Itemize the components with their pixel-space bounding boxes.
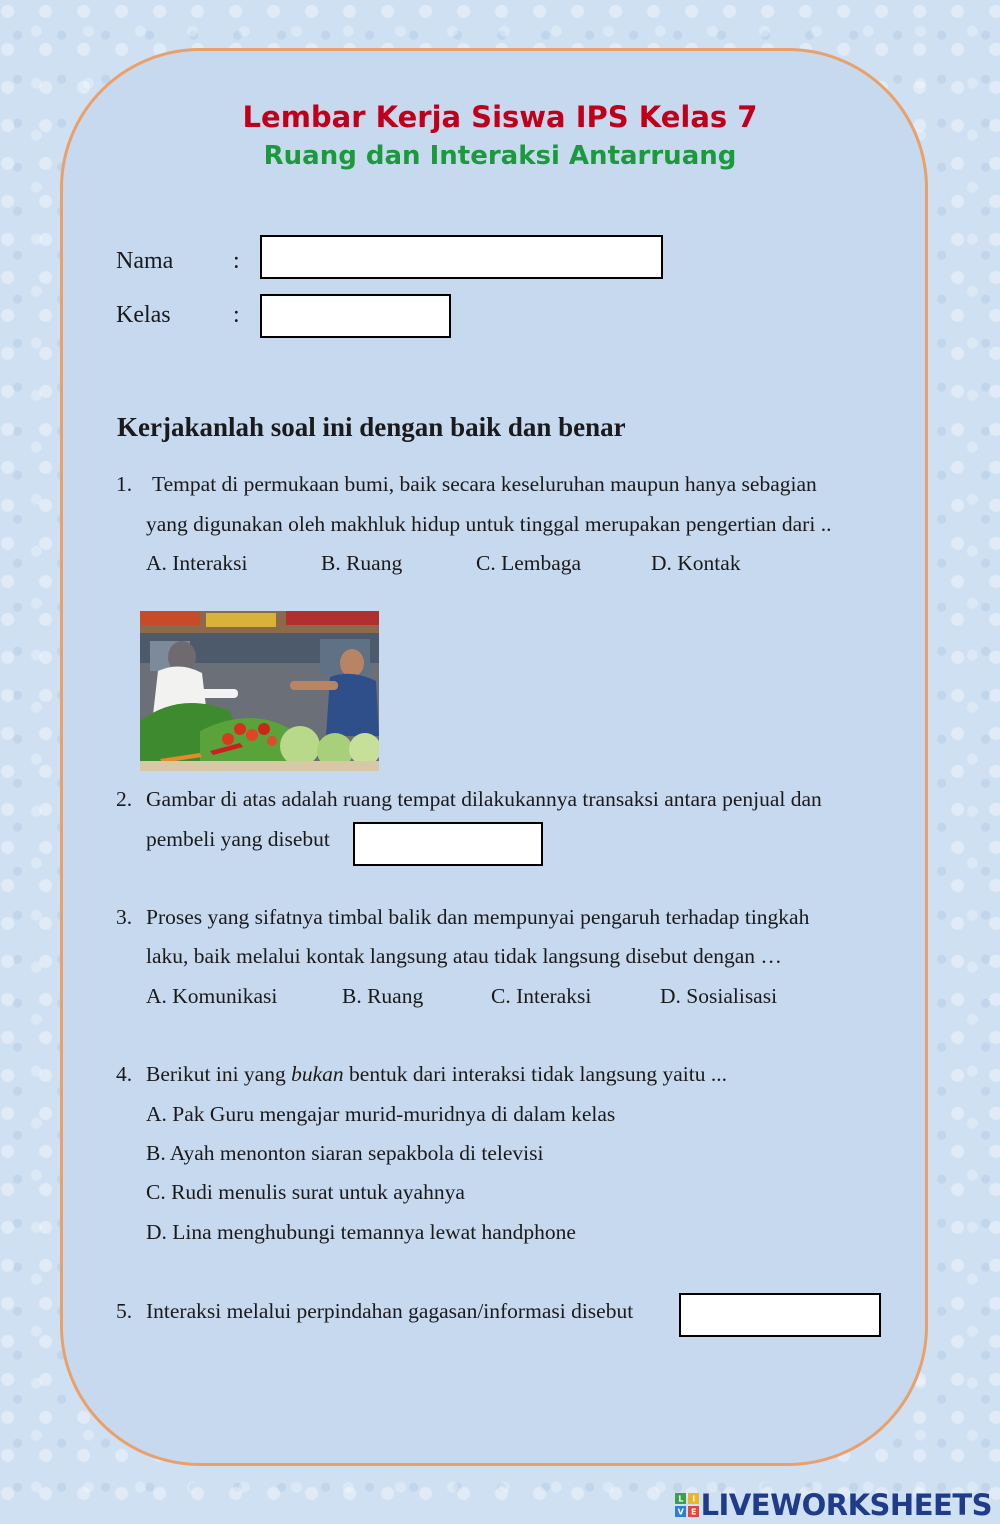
market-photo xyxy=(140,611,379,771)
q1-text-line2: yang digunakan oleh makhluk hidup untuk tinggal merupakan pengertian dari .. xyxy=(146,512,832,536)
q1-text-line1: Tempat di permukaan bumi, baik secara keseluruhan maupun hanya sebagian xyxy=(152,472,817,496)
svg-text:V: V xyxy=(677,1507,683,1517)
q4-text xyxy=(146,1062,727,1087)
q4-text-emphasis: bukan xyxy=(291,1062,344,1086)
class-input[interactable] xyxy=(260,294,451,338)
q1-option-d[interactable]: D. Kontak xyxy=(651,551,741,575)
q4-text-pre: Berikut ini yang xyxy=(146,1062,292,1086)
name-label: Nama xyxy=(116,248,174,274)
q2-answer-input[interactable] xyxy=(353,822,543,866)
instruction-heading: Kerjakanlah soal ini dengan baik dan benar xyxy=(117,412,626,442)
q4-option-a[interactable]: A. Pak Guru mengajar murid-muridnya di dalam kelas xyxy=(146,1102,616,1126)
q3-option-d[interactable]: D. Sosialisasi xyxy=(660,984,778,1008)
q2-number: 2. xyxy=(116,787,133,811)
q1-option-c[interactable]: C. Lembaga xyxy=(476,551,582,575)
q3-option-b[interactable]: B. Ruang xyxy=(342,984,424,1008)
svg-text:I: I xyxy=(691,1494,695,1504)
q4-text-post: bentuk dari interaksi tidak langsung yaitu ... xyxy=(343,1062,727,1086)
q2-text-line2: pembeli yang disebut xyxy=(146,827,330,851)
q3-number: 3. xyxy=(116,905,133,929)
q5-number: 5. xyxy=(116,1299,133,1323)
q5-text: Interaksi melalui perpindahan gagasan/informasi disebut xyxy=(146,1299,634,1323)
worksheet-title: Lembar Kerja Siswa IPS Kelas 7 xyxy=(242,100,758,134)
q2-text-line1: Gambar di atas adalah ruang tempat dilakukannya transaksi antara penjual dan xyxy=(146,787,822,811)
q1-option-b[interactable]: B. Ruang xyxy=(321,551,403,575)
name-colon: : xyxy=(233,248,240,274)
q4-option-c[interactable]: C. Rudi menulis surat untuk ayahnya xyxy=(146,1180,465,1204)
q1-option-a[interactable]: A. Interaksi xyxy=(146,551,248,575)
q5-answer-input[interactable] xyxy=(679,1293,881,1337)
q4-number: 4. xyxy=(116,1062,133,1086)
q3-option-a[interactable]: A. Komunikasi xyxy=(146,984,278,1008)
q3-text-line1: Proses yang sifatnya timbal balik dan mempunyai pengaruh terhadap tingkah xyxy=(146,905,810,929)
q4-option-d[interactable]: D. Lina menghubungi temannya lewat handphone xyxy=(146,1220,576,1244)
svg-text:L: L xyxy=(677,1494,683,1504)
class-label: Kelas xyxy=(116,302,171,328)
liveworksheets-brand[interactable] xyxy=(675,1488,992,1522)
class-colon: : xyxy=(233,302,240,328)
brand-text: LIVEWORKSHEETS xyxy=(700,1488,992,1522)
q1-number: 1. xyxy=(116,472,133,496)
q3-text-line2: laku, baik melalui kontak langsung atau tidak langsung disebut dengan … xyxy=(146,944,782,968)
q3-option-c[interactable]: C. Interaksi xyxy=(491,984,592,1008)
svg-text:E: E xyxy=(690,1507,696,1517)
q4-option-b[interactable]: B. Ayah menonton siaran sepakbola di televisi xyxy=(146,1141,544,1165)
name-input[interactable] xyxy=(260,235,663,279)
liveworksheets-logo-icon xyxy=(675,1493,699,1517)
worksheet-subtitle: Ruang dan Interaksi Antarruang xyxy=(263,141,737,171)
